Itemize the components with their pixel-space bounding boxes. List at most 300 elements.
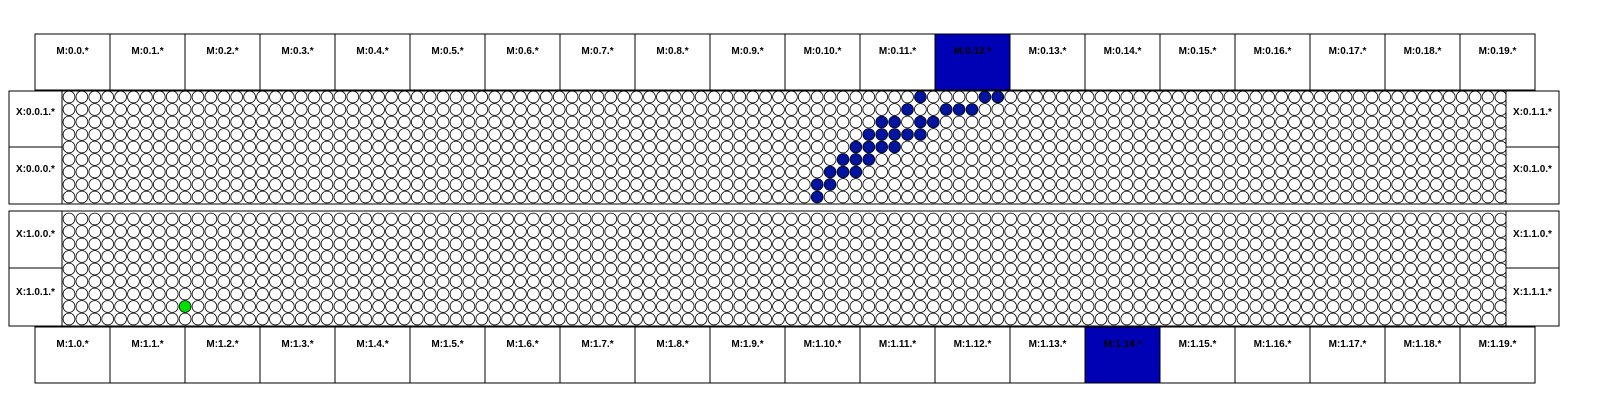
lower-grid-dot <box>1095 288 1107 300</box>
lower-grid-dot <box>257 251 269 263</box>
lower-grid-dot <box>424 251 436 263</box>
upper-grid-dot <box>786 166 798 178</box>
lower-grid-dot <box>424 288 436 300</box>
upper-grid-dot <box>1044 104 1056 116</box>
upper-grid-dot <box>876 166 888 178</box>
upper-grid-dot <box>1134 179 1146 191</box>
upper-grid-dot <box>166 104 178 116</box>
upper-grid-dot <box>1108 141 1120 153</box>
lower-grid-dot <box>1121 288 1133 300</box>
upper-grid-dot <box>721 91 733 103</box>
lower-grid-dot <box>889 276 901 288</box>
lower-grid-dot <box>360 313 372 325</box>
upper-grid-dot <box>115 166 127 178</box>
lower-grid-dot <box>1005 313 1017 325</box>
lower-grid-dot <box>1198 238 1210 250</box>
lower-grid-dot <box>153 288 165 300</box>
lower-grid-dot <box>515 226 527 238</box>
upper-grid-dot <box>179 104 191 116</box>
lower-grid-dot <box>1198 251 1210 263</box>
lower-grid-dot <box>166 263 178 275</box>
bottom-mux-label-15: M:1.15.* <box>1178 339 1217 350</box>
lower-grid-dot <box>450 288 462 300</box>
upper-grid-dot <box>463 154 475 166</box>
lower-grid-dot <box>141 313 153 325</box>
upper-grid-dot <box>644 179 656 191</box>
lower-grid-dot <box>102 301 114 313</box>
upper-grid-dot <box>708 154 720 166</box>
upper-grid-dot <box>128 116 140 128</box>
lower-grid-dot <box>940 226 952 238</box>
upper-grid-dot <box>373 116 385 128</box>
upper-grid-dot <box>463 91 475 103</box>
upper-grid-dot <box>953 154 965 166</box>
upper-grid-dot <box>1069 179 1081 191</box>
lower-grid-dot <box>708 288 720 300</box>
bottom-mux-label-6: M:1.6.* <box>506 339 539 350</box>
lower-grid-dot <box>902 276 914 288</box>
lower-grid-dot <box>386 276 398 288</box>
lower-grid-dot <box>257 301 269 313</box>
lower-grid-dot <box>502 238 514 250</box>
upper-grid-dot <box>1121 91 1133 103</box>
lower-grid-dot <box>386 301 398 313</box>
upper-grid-dot <box>1314 166 1326 178</box>
lower-grid-dot <box>63 301 75 313</box>
lower-grid-dot <box>824 288 836 300</box>
upper-grid-dot <box>1327 154 1339 166</box>
lower-grid-dot <box>192 288 204 300</box>
upper-grid-dot <box>1469 91 1481 103</box>
lower-grid-dot <box>1366 238 1378 250</box>
lower-grid-dot <box>850 276 862 288</box>
upper-grid-dot <box>773 191 785 203</box>
lower-grid-dot <box>244 213 256 225</box>
upper-grid-dot <box>1340 154 1352 166</box>
upper-grid-dot <box>1340 141 1352 153</box>
upper-grid-dot <box>360 191 372 203</box>
upper-grid-dot <box>218 154 230 166</box>
lower-grid-dot <box>979 238 991 250</box>
top-mux-label-15: M:0.15.* <box>1178 46 1217 57</box>
lower-grid-dot <box>295 263 307 275</box>
lower-grid-dot <box>270 276 282 288</box>
lower-grid-dot <box>489 263 501 275</box>
lower-grid-dot <box>1431 301 1443 313</box>
lower-grid-dot <box>966 276 978 288</box>
upper-grid-dot <box>1379 104 1391 116</box>
lower-grid-dot <box>1392 263 1404 275</box>
upper-grid-dot <box>1314 141 1326 153</box>
lower-grid-dot <box>876 288 888 300</box>
upper-grid-dot <box>1082 104 1094 116</box>
upper-grid-dot <box>1108 154 1120 166</box>
upper-grid-dot <box>695 191 707 203</box>
lower-grid-dot <box>295 288 307 300</box>
upper-grid-dot <box>515 154 527 166</box>
lower-grid-dot <box>1082 263 1094 275</box>
upper-grid-dot <box>218 141 230 153</box>
lower-grid-dot <box>1263 238 1275 250</box>
upper-grid-dot <box>489 166 501 178</box>
bottom-mux-label-13: M:1.13.* <box>1028 339 1067 350</box>
upper-grid-dot <box>1302 116 1314 128</box>
lower-grid-dot <box>1289 276 1301 288</box>
lower-grid-dot <box>1495 313 1507 325</box>
lower-grid-dot <box>1056 213 1068 225</box>
upper-grid-dot <box>1495 104 1507 116</box>
lower-grid-dot <box>1314 226 1326 238</box>
lower-grid-dot <box>1237 263 1249 275</box>
lower-grid-dot <box>837 251 849 263</box>
lower-grid-dot <box>308 288 320 300</box>
top-mux-label-12: M:0.12.* <box>953 46 992 57</box>
upper-grid-dot <box>321 91 333 103</box>
upper-grid-dot <box>1469 104 1481 116</box>
lower-grid-dot <box>540 263 552 275</box>
upper-grid-dot <box>231 179 243 191</box>
upper-grid-dot <box>669 91 681 103</box>
lower-grid-dot <box>1250 288 1262 300</box>
upper-grid-dot <box>1443 91 1455 103</box>
lower-grid-dot <box>721 263 733 275</box>
upper-grid-dot <box>773 129 785 141</box>
lower-grid-dot <box>773 313 785 325</box>
lower-grid-dot <box>1289 288 1301 300</box>
lower-grid-dot <box>1392 238 1404 250</box>
upper-grid-dot <box>153 116 165 128</box>
upper-grid-dot <box>1366 141 1378 153</box>
upper-grid-dot <box>282 154 294 166</box>
lower-grid-dot <box>644 263 656 275</box>
lower-grid-dot <box>179 213 191 225</box>
upper-grid-dot <box>360 154 372 166</box>
lower-grid-dot <box>76 213 88 225</box>
lower-grid-dot <box>1044 226 1056 238</box>
lower-grid-dot <box>1134 276 1146 288</box>
upper-grid-dot <box>708 116 720 128</box>
upper-grid-dot <box>502 104 514 116</box>
lower-grid-dot <box>76 276 88 288</box>
upper-grid-dot <box>605 154 617 166</box>
upper-grid-dot <box>411 104 423 116</box>
upper-grid-dot <box>373 141 385 153</box>
upper-grid-dot <box>811 166 823 178</box>
lower-grid-dot <box>1095 313 1107 325</box>
lower-grid-dot <box>889 288 901 300</box>
upper-grid-dot <box>115 154 127 166</box>
upper-grid-dot <box>102 179 114 191</box>
lower-grid-dot <box>1237 288 1249 300</box>
upper-grid-dot <box>321 166 333 178</box>
lower-grid-dot <box>411 288 423 300</box>
lower-grid-dot <box>760 251 772 263</box>
lower-grid-dot <box>1095 238 1107 250</box>
lower-grid-dot <box>334 226 346 238</box>
lower-grid-dot <box>811 238 823 250</box>
upper-grid-dot <box>205 141 217 153</box>
lower-grid-dot <box>798 226 810 238</box>
upper-grid-dot <box>192 91 204 103</box>
upper-grid-dot <box>1069 116 1081 128</box>
upper-grid-dot <box>63 104 75 116</box>
lower-grid-dot <box>1418 276 1430 288</box>
upper-grid-dot <box>102 191 114 203</box>
upper-grid-dot <box>360 91 372 103</box>
lower-grid-dot <box>1082 226 1094 238</box>
lower-grid-dot <box>282 313 294 325</box>
lower-grid-dot <box>902 238 914 250</box>
upper-grid-dot <box>940 191 952 203</box>
upper-grid-dot <box>89 166 101 178</box>
upper-grid-dot <box>128 179 140 191</box>
lower-grid-dot <box>1366 313 1378 325</box>
lower-grid-dot <box>399 263 411 275</box>
lower-grid-dot <box>644 276 656 288</box>
upper-grid-dot <box>373 191 385 203</box>
upper-grid-dot <box>1237 116 1249 128</box>
upper-grid-dot <box>1224 116 1236 128</box>
upper-grid-dot <box>824 191 836 203</box>
lower-grid-dot <box>773 238 785 250</box>
upper-grid-dot <box>1456 91 1468 103</box>
lower-grid-dot <box>1095 263 1107 275</box>
lower-grid-dot <box>411 213 423 225</box>
upper-grid-dot <box>1160 104 1172 116</box>
upper-grid-dot <box>115 91 127 103</box>
upper-grid-dot <box>1263 104 1275 116</box>
lower-grid-dot <box>631 251 643 263</box>
lower-grid-dot <box>850 226 862 238</box>
upper-grid-dot <box>1353 179 1365 191</box>
upper-grid-dot <box>76 91 88 103</box>
lower-grid-dot <box>1443 226 1455 238</box>
lower-grid-dot <box>489 301 501 313</box>
lower-grid-dot <box>141 213 153 225</box>
upper-grid-dot <box>953 129 965 141</box>
lower-grid-dot <box>850 288 862 300</box>
upper-grid-dot <box>1160 179 1172 191</box>
lower-grid-dot <box>811 301 823 313</box>
lower-grid-dot <box>863 288 875 300</box>
lower-grid-dot <box>760 238 772 250</box>
lower-grid-dot <box>411 251 423 263</box>
lower-grid-dot <box>102 226 114 238</box>
lower-grid-dot <box>270 226 282 238</box>
upper-grid-dot <box>1044 129 1056 141</box>
upper-grid-dot <box>373 104 385 116</box>
lower-grid-dot <box>915 288 927 300</box>
lower-grid-dot <box>1173 301 1185 313</box>
lower-grid-dot <box>231 313 243 325</box>
lower-grid-dot <box>1340 251 1352 263</box>
upper-grid-dot <box>1443 166 1455 178</box>
lower-grid-dot <box>360 238 372 250</box>
upper-grid-dot <box>1147 104 1159 116</box>
lower-grid-dot <box>347 226 359 238</box>
lower-grid-dot <box>1456 213 1468 225</box>
upper-grid-dot <box>669 141 681 153</box>
lower-grid-dot <box>657 276 669 288</box>
upper-grid-dot <box>1495 166 1507 178</box>
lower-grid-dot <box>631 226 643 238</box>
lower-grid-dot <box>257 288 269 300</box>
upper-grid-dot <box>270 129 282 141</box>
upper-grid-dot <box>515 104 527 116</box>
lower-grid-dot <box>1134 238 1146 250</box>
lower-grid-dot <box>695 313 707 325</box>
lower-grid-dot <box>1289 238 1301 250</box>
upper-grid-dot <box>940 129 952 141</box>
lower-grid-dot <box>553 251 565 263</box>
lower-grid-dot <box>76 263 88 275</box>
lower-grid-dot <box>347 276 359 288</box>
lower-grid-dot <box>257 313 269 325</box>
lower-grid-dot <box>1185 301 1197 313</box>
lower-grid-dot <box>399 213 411 225</box>
upper-grid-dot <box>644 116 656 128</box>
upper-grid-dot <box>1431 166 1443 178</box>
lower-grid-dot <box>889 301 901 313</box>
lower-grid-dot <box>205 276 217 288</box>
lower-grid-dot <box>824 226 836 238</box>
upper-grid-dot <box>1224 179 1236 191</box>
lower-grid-dot <box>476 288 488 300</box>
lower-grid-dot <box>760 313 772 325</box>
lower-grid-dot <box>1198 226 1210 238</box>
lower-grid-dot <box>502 251 514 263</box>
upper-grid-dot <box>1456 141 1468 153</box>
upper-grid-dot <box>1314 129 1326 141</box>
lower-grid-dot <box>1276 313 1288 325</box>
upper-grid-dot <box>798 129 810 141</box>
upper-grid-dot <box>1340 179 1352 191</box>
upper-grid-dot <box>682 116 694 128</box>
upper-grid-dot <box>424 191 436 203</box>
upper-grid-dot <box>1237 104 1249 116</box>
lower-grid-dot <box>205 238 217 250</box>
lower-grid-dot <box>1469 313 1481 325</box>
lower-grid-dot <box>773 213 785 225</box>
upper-grid-dot <box>244 116 256 128</box>
lower-grid-dot <box>1289 213 1301 225</box>
lower-grid-dot <box>1340 313 1352 325</box>
lower-grid-dot <box>1276 226 1288 238</box>
upper-grid-dot <box>824 129 836 141</box>
lower-grid-dot <box>1250 226 1262 238</box>
lower-grid-dot <box>824 213 836 225</box>
side-label-lower-right-1: X:1.1.1.* <box>1513 287 1552 298</box>
upper-grid-dot <box>89 141 101 153</box>
upper-grid-dot <box>786 141 798 153</box>
lower-grid-dot <box>553 313 565 325</box>
lower-grid-dot <box>811 213 823 225</box>
lower-grid-dot <box>1392 288 1404 300</box>
lower-grid-dot <box>1314 276 1326 288</box>
upper-grid-dot <box>450 191 462 203</box>
lower-grid-dot <box>192 301 204 313</box>
upper-grid-dot <box>179 91 191 103</box>
upper-grid-dot <box>927 141 939 153</box>
lower-grid-dot <box>321 313 333 325</box>
upper-grid-dot <box>734 179 746 191</box>
lower-grid-dot <box>1314 238 1326 250</box>
upper-grid-dot <box>1173 166 1185 178</box>
lower-grid-dot <box>786 238 798 250</box>
lower-grid-dot <box>1224 226 1236 238</box>
upper-grid-dot <box>1095 179 1107 191</box>
lower-grid-dot <box>540 288 552 300</box>
upper-grid-dot <box>1431 104 1443 116</box>
lower-grid-dot <box>734 238 746 250</box>
lower-grid-dot <box>579 288 591 300</box>
lower-grid-dot <box>102 313 114 325</box>
lower-grid-dot <box>786 213 798 225</box>
lower-grid-dot <box>1379 238 1391 250</box>
upper-grid-dot <box>1134 166 1146 178</box>
lower-grid-dot <box>476 238 488 250</box>
lower-grid-dot <box>386 251 398 263</box>
lower-grid-dot <box>592 288 604 300</box>
lower-grid-dot <box>463 313 475 325</box>
upper-grid-dot <box>657 191 669 203</box>
upper-grid-dot <box>1018 104 1030 116</box>
lower-grid-dot <box>579 301 591 313</box>
upper-grid-dot <box>437 91 449 103</box>
upper-grid-dot <box>631 116 643 128</box>
upper-grid-dot <box>489 129 501 141</box>
upper-grid-dot <box>360 166 372 178</box>
upper-grid-dot <box>1031 141 1043 153</box>
upper-grid-dot <box>1431 191 1443 203</box>
lower-grid-dot <box>695 251 707 263</box>
upper-grid-dot <box>1482 91 1494 103</box>
upper-grid-dot <box>115 191 127 203</box>
upper-grid-dot <box>863 116 875 128</box>
upper-grid-dot-active <box>876 141 888 153</box>
lower-grid-dot <box>773 276 785 288</box>
upper-grid-dot <box>205 104 217 116</box>
upper-grid-dot <box>1211 191 1223 203</box>
lower-grid-dot <box>373 276 385 288</box>
upper-grid-dot <box>295 116 307 128</box>
lower-grid-dot <box>747 238 759 250</box>
lower-grid-dot <box>1185 213 1197 225</box>
lower-grid-dot <box>966 301 978 313</box>
upper-grid-dot <box>1250 129 1262 141</box>
lower-grid-dot <box>850 251 862 263</box>
lower-grid-dot <box>1044 288 1056 300</box>
lower-grid-dot <box>386 263 398 275</box>
upper-grid-dot <box>1224 154 1236 166</box>
lower-grid-dot <box>605 313 617 325</box>
upper-grid-dot <box>927 104 939 116</box>
lower-grid-dot <box>592 276 604 288</box>
lower-grid-dot <box>773 263 785 275</box>
lower-grid-dot <box>218 313 230 325</box>
lower-grid-dot <box>102 276 114 288</box>
lower-grid-dot <box>424 226 436 238</box>
lower-grid-dot <box>1340 301 1352 313</box>
upper-grid-dot <box>915 104 927 116</box>
lower-grid-dot <box>1289 226 1301 238</box>
upper-grid-dot <box>205 154 217 166</box>
top-mux-box-2 <box>185 34 260 90</box>
upper-grid-dot <box>850 104 862 116</box>
upper-grid-dot <box>334 104 346 116</box>
upper-grid-dot <box>657 154 669 166</box>
upper-grid-dot <box>798 141 810 153</box>
